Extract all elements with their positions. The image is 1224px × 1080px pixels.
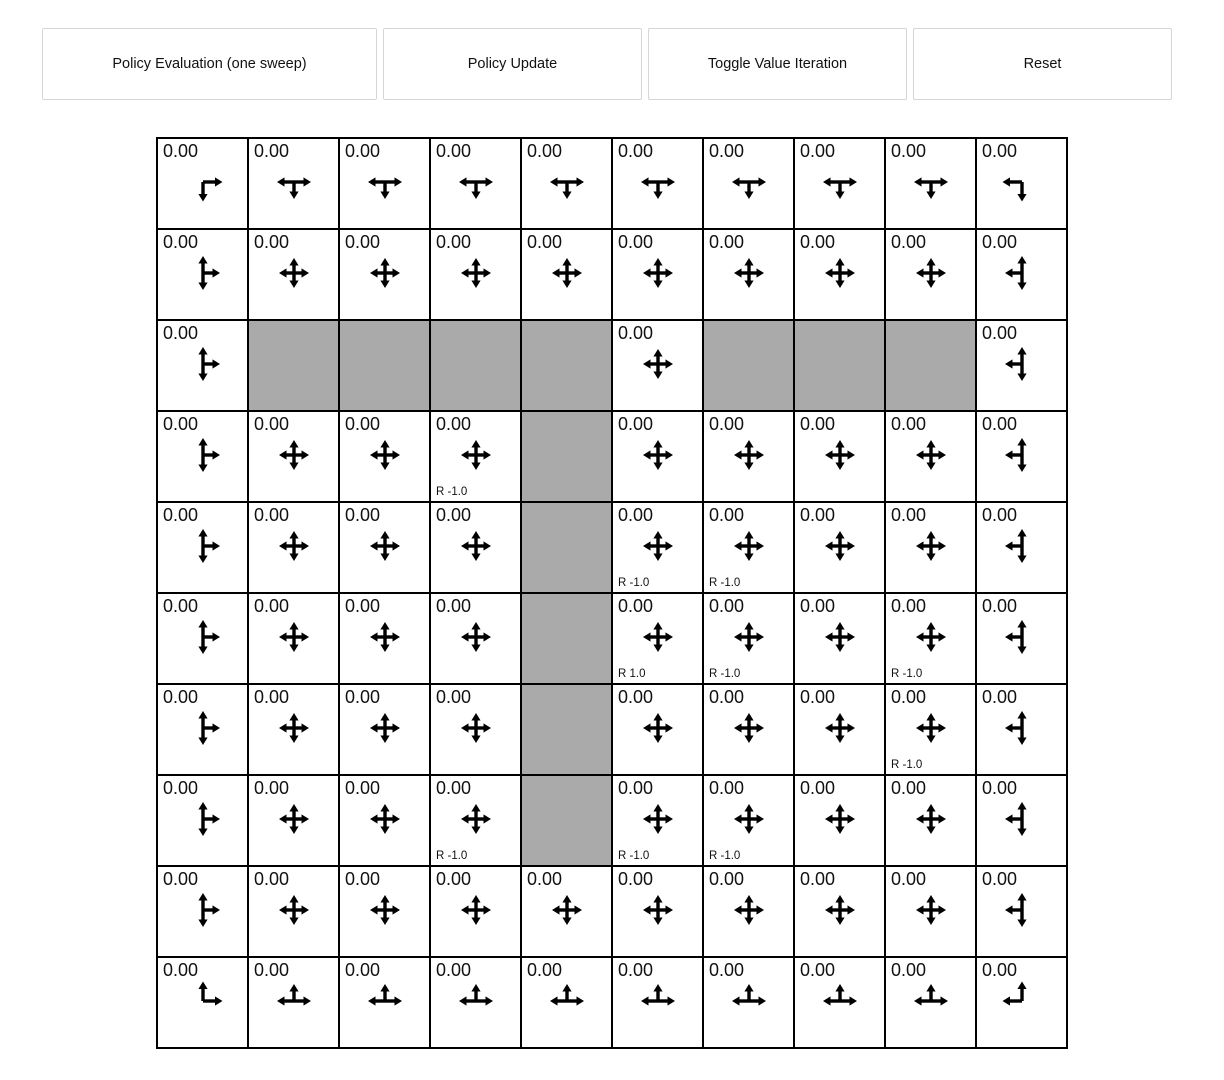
state-value: 0.00 [618, 960, 654, 980]
policy-arrows-icon [999, 432, 1045, 478]
policy-arrows-icon [362, 978, 408, 1024]
grid-cell[interactable] [248, 411, 339, 502]
policy-arrows-icon [908, 796, 954, 842]
grid-cell[interactable] [248, 775, 339, 866]
policy-arrows-icon [999, 159, 1045, 205]
reward-label: R -1.0 [618, 577, 650, 589]
reward-label: R -1.0 [709, 850, 741, 862]
grid-cell[interactable] [430, 957, 521, 1048]
state-value: 0.00 [891, 869, 927, 889]
grid-cell[interactable] [430, 593, 521, 684]
grid-cell[interactable] [794, 684, 885, 775]
policy-arrows-icon [544, 159, 590, 205]
policy-arrows-icon [180, 796, 226, 842]
state-value: 0.00 [618, 687, 654, 707]
reward-label: R -1.0 [709, 668, 741, 680]
policy-arrows-icon [726, 159, 772, 205]
grid-cell[interactable] [248, 502, 339, 593]
wall-cell[interactable] [339, 320, 430, 411]
policy-arrows-icon [817, 614, 863, 660]
grid-cell[interactable] [521, 957, 612, 1048]
state-value: 0.00 [254, 141, 290, 161]
state-value: 0.00 [618, 414, 654, 434]
state-value: 0.00 [800, 960, 836, 980]
state-value: 0.00 [709, 232, 745, 252]
policy-arrows-icon [362, 705, 408, 751]
policy-arrows-icon [635, 432, 681, 478]
policy-arrows-icon [362, 887, 408, 933]
state-value: 0.00 [163, 141, 199, 161]
toolbar [0, 0, 1224, 100]
state-value: 0.00 [527, 869, 563, 889]
state-value: 0.00 [709, 869, 745, 889]
grid-cell[interactable] [339, 593, 430, 684]
wall-cell[interactable] [521, 775, 612, 866]
state-value: 0.00 [709, 414, 745, 434]
state-value: 0.00 [345, 141, 381, 161]
grid-cell[interactable] [885, 502, 976, 593]
policy-arrows-icon [362, 159, 408, 205]
policy-arrows-icon [362, 250, 408, 296]
grid-cell[interactable] [794, 229, 885, 320]
policy-arrows-icon [817, 159, 863, 205]
state-value: 0.00 [709, 960, 745, 980]
state-value: 0.00 [618, 323, 654, 343]
policy-arrows-icon [180, 159, 226, 205]
state-value: 0.00 [254, 687, 290, 707]
policy-arrows-icon [453, 432, 499, 478]
grid-cell[interactable] [976, 866, 1067, 957]
policy-arrows-icon [817, 523, 863, 569]
policy-arrows-icon [271, 705, 317, 751]
grid-cell[interactable] [612, 320, 703, 411]
state-value: 0.00 [618, 232, 654, 252]
policy-arrows-icon [817, 796, 863, 842]
grid-cell[interactable] [248, 684, 339, 775]
grid-cell[interactable] [885, 411, 976, 502]
state-value: 0.00 [618, 141, 654, 161]
grid-cell[interactable] [885, 229, 976, 320]
grid-cell[interactable] [612, 411, 703, 502]
state-value: 0.00 [254, 778, 290, 798]
state-value: 0.00 [982, 596, 1018, 616]
policy-arrows-icon [453, 250, 499, 296]
grid-cell[interactable] [703, 684, 794, 775]
reward-label: R -1.0 [436, 850, 468, 862]
grid-cell[interactable] [612, 502, 703, 593]
grid-cell[interactable] [248, 229, 339, 320]
gridworld-grid [156, 137, 1068, 1049]
state-value: 0.00 [800, 505, 836, 525]
state-value: 0.00 [254, 596, 290, 616]
grid-cell[interactable] [430, 229, 521, 320]
wall-cell[interactable] [521, 593, 612, 684]
state-value: 0.00 [436, 687, 472, 707]
state-value: 0.00 [254, 960, 290, 980]
state-value: 0.00 [618, 869, 654, 889]
policy-arrows-icon [908, 705, 954, 751]
state-value: 0.00 [345, 778, 381, 798]
policy-arrows-icon [271, 523, 317, 569]
grid-cell[interactable] [521, 866, 612, 957]
policy-arrows-icon [180, 432, 226, 478]
policy-arrows-icon [544, 887, 590, 933]
wall-cell[interactable] [521, 320, 612, 411]
state-value: 0.00 [982, 960, 1018, 980]
state-value: 0.00 [709, 596, 745, 616]
grid-cell[interactable] [794, 775, 885, 866]
grid-cell[interactable] [703, 957, 794, 1048]
policy-arrows-icon [271, 796, 317, 842]
policy-arrows-icon [999, 796, 1045, 842]
grid-cell[interactable] [794, 593, 885, 684]
policy-arrows-icon [999, 341, 1045, 387]
state-value: 0.00 [163, 778, 199, 798]
state-value: 0.00 [527, 960, 563, 980]
grid-cell[interactable] [339, 866, 430, 957]
state-value: 0.00 [800, 141, 836, 161]
grid-cell[interactable] [157, 957, 248, 1048]
policy-arrows-icon [453, 705, 499, 751]
grid-cell[interactable] [703, 138, 794, 229]
grid-cell[interactable] [703, 502, 794, 593]
policy-arrows-icon [453, 978, 499, 1024]
grid-cell[interactable] [157, 775, 248, 866]
state-value: 0.00 [436, 869, 472, 889]
grid-cell[interactable] [521, 138, 612, 229]
grid-cell[interactable] [157, 684, 248, 775]
reset-button[interactable]: Reset [913, 28, 1172, 100]
policy-arrows-icon [726, 796, 772, 842]
state-value: 0.00 [527, 232, 563, 252]
wall-cell[interactable] [521, 502, 612, 593]
policy-arrows-icon [908, 978, 954, 1024]
state-value: 0.00 [436, 505, 472, 525]
grid-cell[interactable] [794, 138, 885, 229]
policy-arrows-icon [180, 250, 226, 296]
policy-arrows-icon [362, 523, 408, 569]
state-value: 0.00 [436, 778, 472, 798]
policy-arrows-icon [635, 978, 681, 1024]
policy-arrows-icon [908, 159, 954, 205]
grid-cell[interactable] [521, 229, 612, 320]
state-value: 0.00 [163, 232, 199, 252]
wall-cell[interactable] [521, 684, 612, 775]
policy-arrows-icon [817, 250, 863, 296]
state-value: 0.00 [800, 687, 836, 707]
state-value: 0.00 [800, 778, 836, 798]
wall-cell[interactable] [703, 320, 794, 411]
grid-cell[interactable] [976, 684, 1067, 775]
state-value: 0.00 [254, 505, 290, 525]
grid-cell[interactable] [703, 593, 794, 684]
policy-arrows-icon [453, 159, 499, 205]
state-value: 0.00 [891, 778, 927, 798]
grid-cell[interactable] [703, 866, 794, 957]
state-value: 0.00 [345, 414, 381, 434]
wall-cell[interactable] [794, 320, 885, 411]
grid-cell[interactable] [157, 593, 248, 684]
policy-arrows-icon [453, 887, 499, 933]
policy-arrows-icon [726, 250, 772, 296]
policy-arrows-icon [726, 978, 772, 1024]
state-value: 0.00 [436, 414, 472, 434]
state-value: 0.00 [709, 778, 745, 798]
grid-cell[interactable] [703, 775, 794, 866]
policy-arrows-icon [180, 887, 226, 933]
state-value: 0.00 [163, 869, 199, 889]
policy-arrows-icon [180, 341, 226, 387]
grid-cell[interactable] [157, 138, 248, 229]
state-value: 0.00 [891, 414, 927, 434]
policy-arrows-icon [999, 705, 1045, 751]
policy-arrows-icon [635, 614, 681, 660]
grid-cell[interactable] [976, 957, 1067, 1048]
policy-arrows-icon [817, 978, 863, 1024]
policy-arrows-icon [271, 978, 317, 1024]
grid-cell[interactable] [430, 411, 521, 502]
grid-cell[interactable] [157, 229, 248, 320]
state-value: 0.00 [982, 141, 1018, 161]
state-value: 0.00 [527, 141, 563, 161]
policy-arrows-icon [271, 432, 317, 478]
grid-cell[interactable] [157, 320, 248, 411]
policy-arrows-icon [271, 159, 317, 205]
state-value: 0.00 [800, 414, 836, 434]
grid-cell[interactable] [976, 138, 1067, 229]
policy-arrows-icon [180, 978, 226, 1024]
grid-cell[interactable] [430, 775, 521, 866]
grid-cell[interactable] [976, 320, 1067, 411]
state-value: 0.00 [800, 232, 836, 252]
grid-cell[interactable] [976, 502, 1067, 593]
grid-cell[interactable] [703, 229, 794, 320]
state-value: 0.00 [800, 869, 836, 889]
policy-arrows-icon [362, 432, 408, 478]
grid-cell[interactable] [339, 502, 430, 593]
state-value: 0.00 [709, 687, 745, 707]
policy-evaluation-button[interactable]: Policy Evaluation (one sweep) [42, 28, 377, 100]
policy-arrows-icon [908, 523, 954, 569]
grid-cell[interactable] [248, 957, 339, 1048]
state-value: 0.00 [345, 596, 381, 616]
state-value: 0.00 [345, 687, 381, 707]
policy-arrows-icon [362, 614, 408, 660]
state-value: 0.00 [254, 869, 290, 889]
state-value: 0.00 [891, 232, 927, 252]
grid-cell[interactable] [248, 593, 339, 684]
policy-arrows-icon [726, 705, 772, 751]
policy-arrows-icon [908, 432, 954, 478]
grid-cell[interactable] [976, 775, 1067, 866]
grid-cell[interactable] [885, 866, 976, 957]
policy-arrows-icon [635, 523, 681, 569]
grid-cell[interactable] [976, 593, 1067, 684]
grid-cell[interactable] [248, 866, 339, 957]
grid-cell[interactable] [339, 411, 430, 502]
grid-cell[interactable] [430, 502, 521, 593]
grid-cell[interactable] [885, 957, 976, 1048]
state-value: 0.00 [891, 960, 927, 980]
policy-arrows-icon [908, 614, 954, 660]
toggle-value-iteration-button[interactable]: Toggle Value Iteration [648, 28, 907, 100]
grid-cell[interactable] [430, 866, 521, 957]
grid-cell[interactable] [794, 866, 885, 957]
grid-cell[interactable] [612, 138, 703, 229]
policy-update-button[interactable]: Policy Update [383, 28, 642, 100]
policy-arrows-icon [817, 432, 863, 478]
policy-arrows-icon [453, 796, 499, 842]
state-value: 0.00 [709, 141, 745, 161]
policy-arrows-icon [362, 796, 408, 842]
grid-cell[interactable] [794, 957, 885, 1048]
reward-label: R -1.0 [436, 486, 468, 498]
reward-label: R -1.0 [709, 577, 741, 589]
state-value: 0.00 [982, 869, 1018, 889]
policy-arrows-icon [180, 614, 226, 660]
state-value: 0.00 [709, 505, 745, 525]
policy-arrows-icon [271, 614, 317, 660]
state-value: 0.00 [163, 596, 199, 616]
state-value: 0.00 [618, 778, 654, 798]
grid-cell[interactable] [157, 411, 248, 502]
policy-arrows-icon [453, 523, 499, 569]
state-value: 0.00 [436, 960, 472, 980]
state-value: 0.00 [800, 596, 836, 616]
grid-cell[interactable] [612, 957, 703, 1048]
policy-arrows-icon [999, 978, 1045, 1024]
grid-cell[interactable] [612, 866, 703, 957]
policy-arrows-icon [180, 523, 226, 569]
grid-cell[interactable] [976, 229, 1067, 320]
grid-cell[interactable] [794, 411, 885, 502]
policy-arrows-icon [726, 614, 772, 660]
grid-cell[interactable] [612, 229, 703, 320]
reward-label: R -1.0 [891, 759, 923, 771]
wall-cell[interactable] [430, 320, 521, 411]
reward-label: R -1.0 [618, 850, 650, 862]
policy-arrows-icon [635, 341, 681, 387]
policy-arrows-icon [635, 887, 681, 933]
policy-arrows-icon [635, 159, 681, 205]
policy-arrows-icon [908, 887, 954, 933]
state-value: 0.00 [254, 232, 290, 252]
policy-arrows-icon [635, 796, 681, 842]
state-value: 0.00 [345, 960, 381, 980]
policy-arrows-icon [271, 250, 317, 296]
grid-cell[interactable] [794, 502, 885, 593]
wall-cell[interactable] [521, 411, 612, 502]
grid-cell[interactable] [339, 775, 430, 866]
state-value: 0.00 [891, 687, 927, 707]
state-value: 0.00 [163, 960, 199, 980]
grid-cell[interactable] [248, 138, 339, 229]
policy-arrows-icon [726, 523, 772, 569]
grid-cell[interactable] [339, 138, 430, 229]
grid-cell[interactable] [703, 411, 794, 502]
state-value: 0.00 [345, 505, 381, 525]
grid-cell[interactable] [885, 684, 976, 775]
policy-arrows-icon [999, 887, 1045, 933]
state-value: 0.00 [982, 414, 1018, 434]
state-value: 0.00 [982, 232, 1018, 252]
grid-cell[interactable] [157, 866, 248, 957]
grid-cell[interactable] [612, 593, 703, 684]
policy-arrows-icon [999, 250, 1045, 296]
reward-label: R 1.0 [618, 668, 646, 680]
grid-cell[interactable] [885, 138, 976, 229]
state-value: 0.00 [163, 687, 199, 707]
state-value: 0.00 [982, 687, 1018, 707]
state-value: 0.00 [982, 505, 1018, 525]
policy-arrows-icon [544, 978, 590, 1024]
state-value: 0.00 [254, 414, 290, 434]
state-value: 0.00 [891, 505, 927, 525]
policy-arrows-icon [908, 250, 954, 296]
grid-cell[interactable] [885, 775, 976, 866]
state-value: 0.00 [436, 141, 472, 161]
state-value: 0.00 [618, 596, 654, 616]
policy-arrows-icon [726, 887, 772, 933]
policy-arrows-icon [180, 705, 226, 751]
grid-cell[interactable] [430, 138, 521, 229]
policy-arrows-icon [999, 614, 1045, 660]
policy-arrows-icon [817, 887, 863, 933]
policy-arrows-icon [453, 614, 499, 660]
wall-cell[interactable] [248, 320, 339, 411]
policy-arrows-icon [271, 887, 317, 933]
state-value: 0.00 [891, 141, 927, 161]
state-value: 0.00 [163, 323, 199, 343]
state-value: 0.00 [436, 232, 472, 252]
grid-cell[interactable] [976, 411, 1067, 502]
policy-arrows-icon [999, 523, 1045, 569]
state-value: 0.00 [982, 323, 1018, 343]
grid-cell[interactable] [430, 684, 521, 775]
grid-cell[interactable] [612, 775, 703, 866]
state-value: 0.00 [345, 232, 381, 252]
grid-cell[interactable] [612, 684, 703, 775]
wall-cell[interactable] [885, 320, 976, 411]
grid-cell[interactable] [339, 684, 430, 775]
state-value: 0.00 [982, 778, 1018, 798]
state-value: 0.00 [618, 505, 654, 525]
policy-arrows-icon [817, 705, 863, 751]
grid-cell[interactable] [339, 957, 430, 1048]
state-value: 0.00 [163, 414, 199, 434]
policy-arrows-icon [544, 250, 590, 296]
state-value: 0.00 [891, 596, 927, 616]
state-value: 0.00 [436, 596, 472, 616]
reward-label: R -1.0 [891, 668, 923, 680]
policy-arrows-icon [635, 705, 681, 751]
grid-cell[interactable] [339, 229, 430, 320]
policy-arrows-icon [726, 432, 772, 478]
policy-arrows-icon [635, 250, 681, 296]
grid-cell[interactable] [157, 502, 248, 593]
state-value: 0.00 [163, 505, 199, 525]
grid-cell[interactable] [885, 593, 976, 684]
state-value: 0.00 [345, 869, 381, 889]
